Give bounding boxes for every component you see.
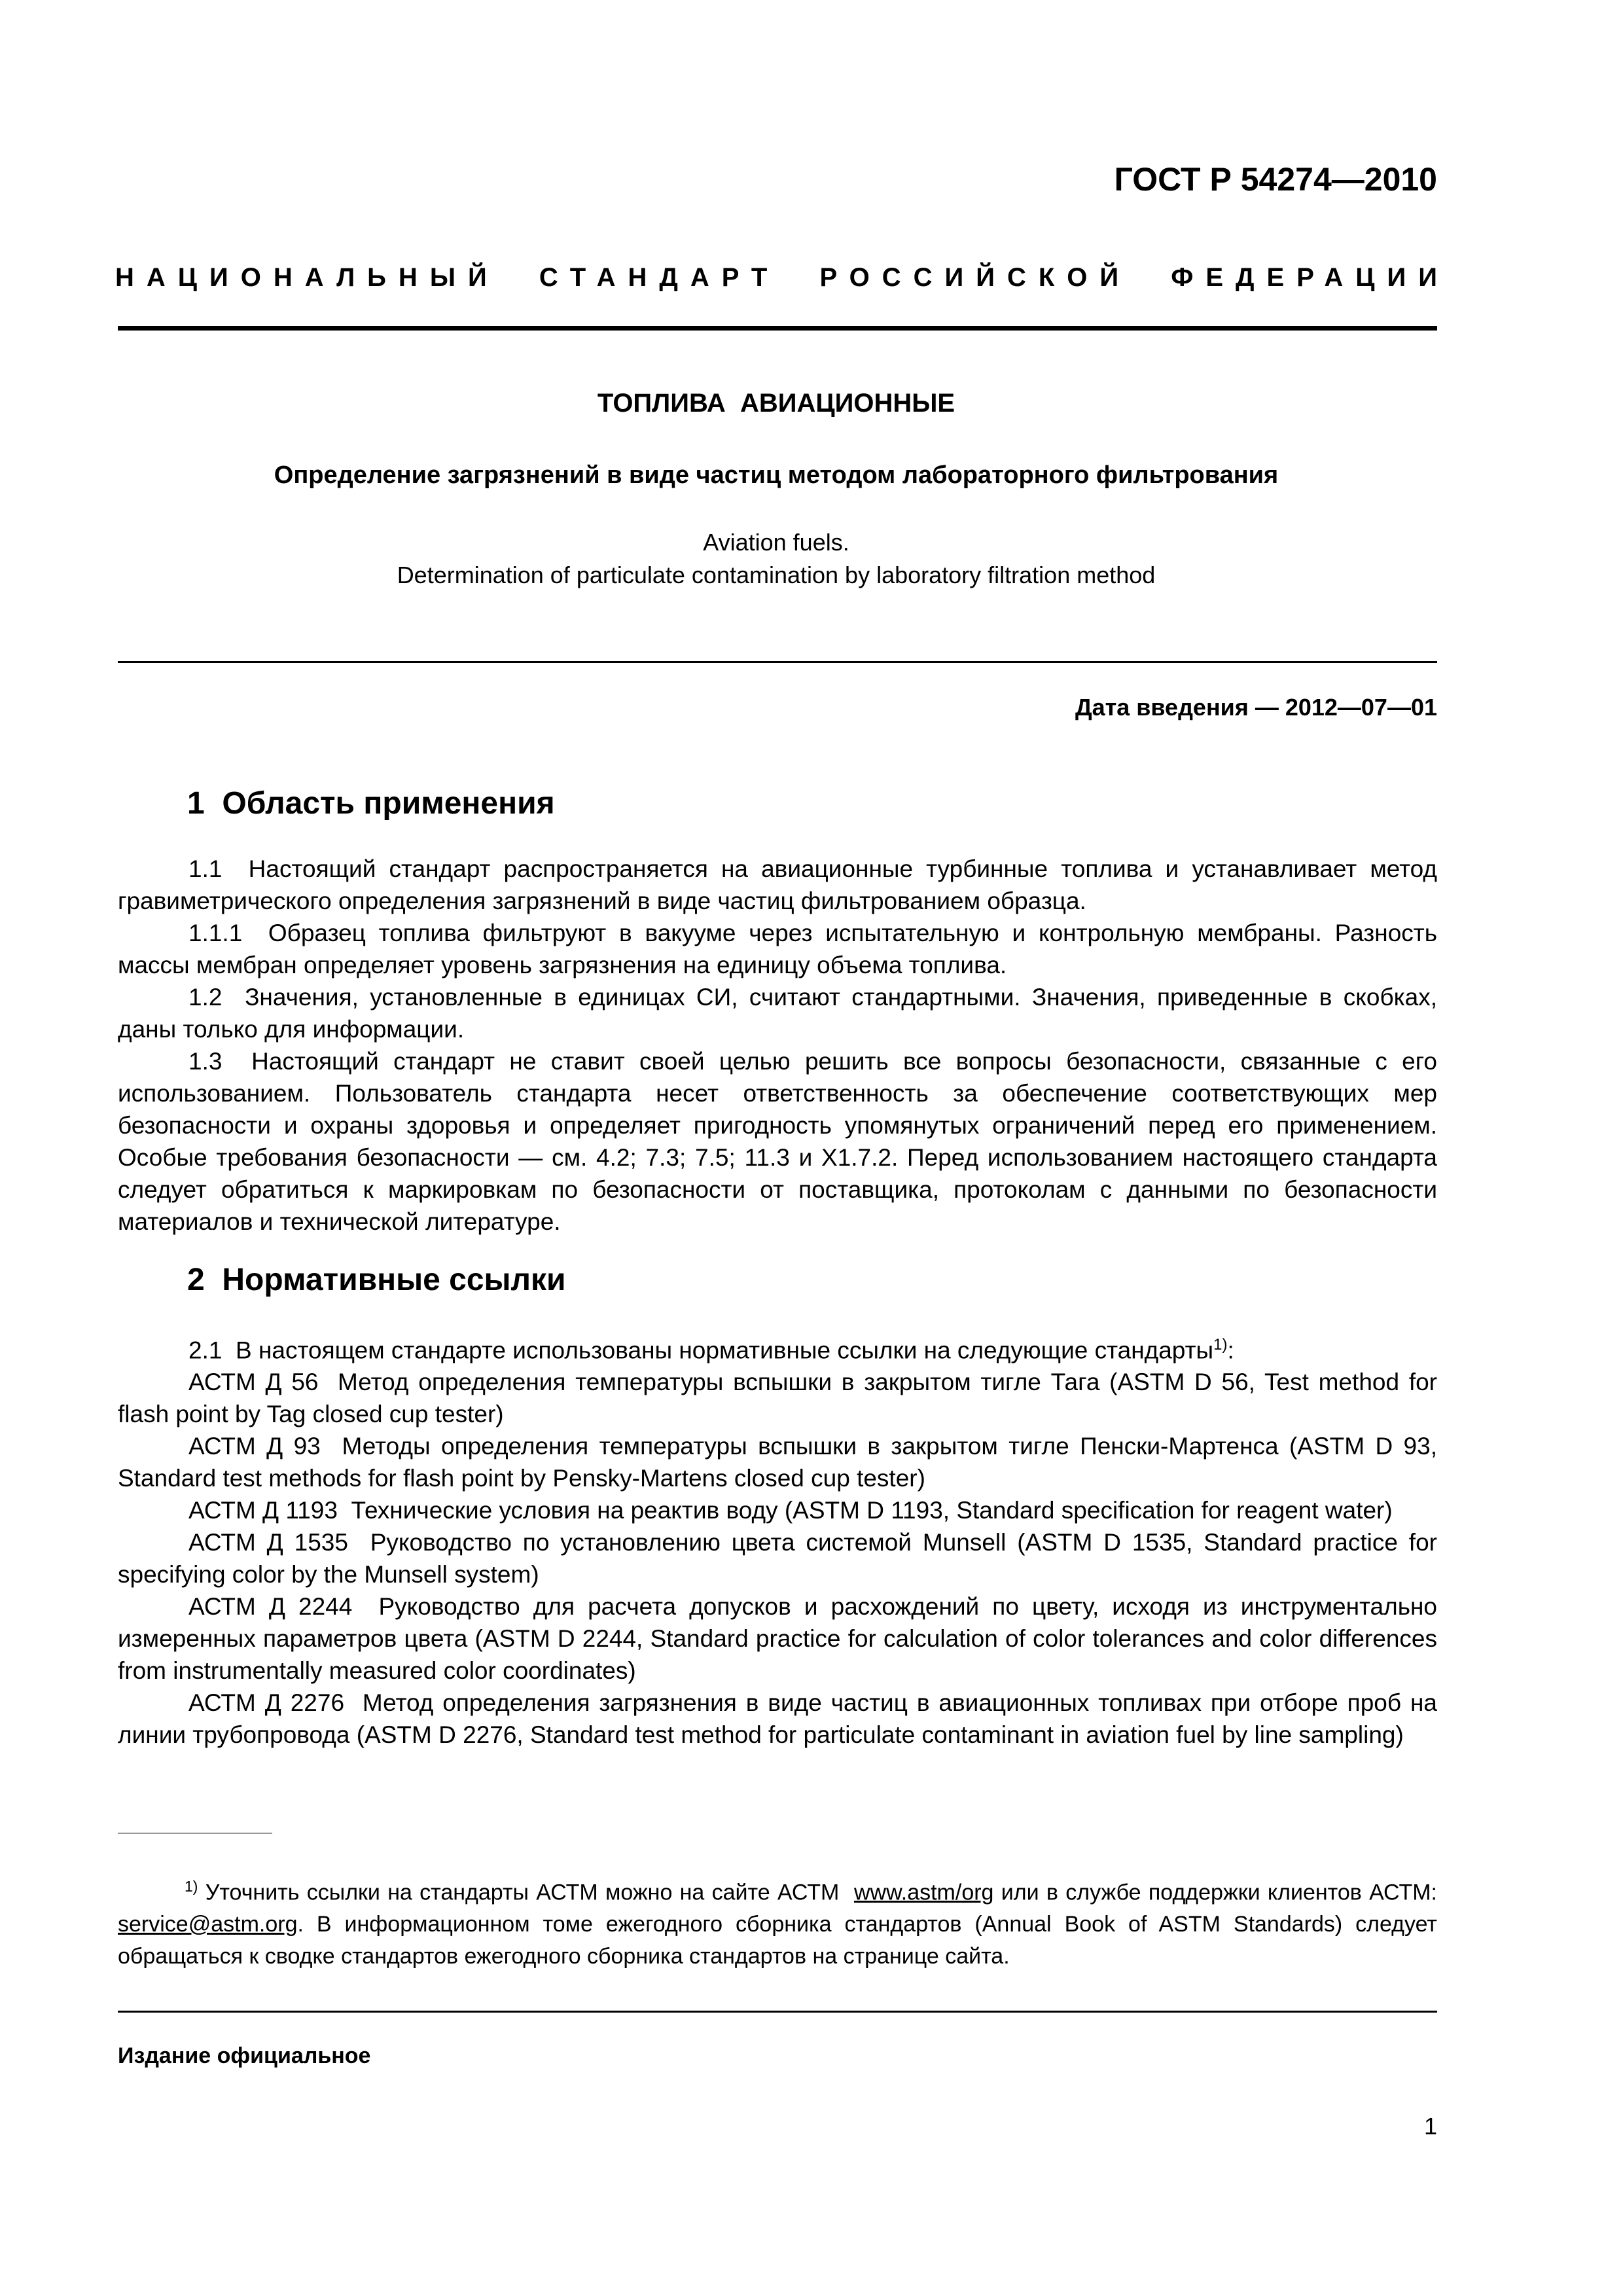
astm-email-link[interactable]: service@astm.org — [118, 1912, 298, 1937]
effective-date: Дата введения — 2012—07—01 — [1075, 694, 1437, 721]
footnote-divider — [118, 1833, 272, 1834]
page-number: 1 — [1423, 2113, 1437, 2140]
document-subtitle: Определение загрязнений в виде частиц методом лабораторного фильтрования — [274, 461, 1279, 489]
paragraph: 1.2 Значения, установленные в единицах СИ, считают стандартными. Значения, приведенные в скобках, даны только для информации. — [118, 984, 1444, 1043]
english-title-line2: Determination of particulate contamination by laboratory filtration method — [397, 562, 1156, 588]
section-2-heading: 2 Нормативные ссылки — [187, 1263, 566, 1297]
section-2-body — [118, 1329, 1444, 1751]
header-divider — [118, 326, 1437, 331]
document-title: ТОПЛИВА АВИАЦИОННЫЕ — [597, 389, 955, 418]
english-title-line1: Aviation fuels. — [703, 529, 849, 556]
reference-item: АСТМ Д 1535 Руководство по установлению цвета системой Munsell (ASTM D 1535, Standard practice for specifying color by the Munsell system) — [118, 1529, 1444, 1588]
org-word-1: НАЦИОНАЛЬНЫЙ — [115, 263, 499, 292]
section-1-heading: 1 Область применения — [187, 786, 555, 821]
org-word-3: РОССИЙСКОЙ — [819, 263, 1132, 292]
footnote: $^{1)}$ Уточнить ссылки на стандарты АСТМ можно на сайте АСТМ www.astm/org или в службе поддержки клиентов АСТМ: service@astm.org. В информационном томе ежегодного сборника стандартов (Annual Book of ASTM Standards) следует обращаться к сводке стандартов ежегодного сборника стандартов на странице сайта. — [118, 1878, 1444, 1969]
section-1-body — [118, 853, 1444, 1238]
paragraph: 1.1 Настоящий стандарт распространяется на авиационные турбинные топлива и устанавливает метод гравиметрического определения загрязнений в виде частиц фильтрованием образца. — [118, 855, 1444, 914]
paragraph: 1.3 Настоящий стандарт не ставит своей целью решить все вопросы безопасности, связанные с его использованием. Пользователь стандарта несет ответственность за обеспечение соответствующих мер безопасности и охраны здоровья и определяет пригодность упомянутых ограничений перед его применением. Особые требования безопасности — см. 4.2; 7.3; 7.5; 11.3 и X1.7.2. Перед использованием настоящего стандарта следует обратиться к маркировкам по безопасности от поставщика, протоколам с данными по безопасности материалов и технической литературе. — [118, 1048, 1444, 1235]
organization-header — [115, 263, 1450, 293]
reference-item: АСТМ Д 1193 Технические условия на реактив воду (ASTM D 1193, Standard specification for reagent water) — [188, 1497, 1393, 1524]
org-word-4: ФЕДЕРАЦИИ — [1171, 263, 1450, 292]
footnote-mark: 1) — [185, 1878, 198, 1895]
reference-item: АСТМ Д 2276 Метод определения загрязнения в виде частиц в авиационных топливах при отборе проб на линии трубопровода (ASTM D 2276, Standard test method for particulate contaminant in aviation fuel by line sampling) — [118, 1689, 1444, 1749]
standard-code: ГОСТ Р 54274—2010 — [1114, 161, 1437, 198]
reference-item: АСТМ Д 2244 Руководство для расчета допусков и расхождений по цвету, исходя из инструментально измеренных параметров цвета (ASTM D 2244, Standard practice for calculation of color tolerances and color differences from instrumentally measured color coordinates) — [118, 1593, 1444, 1685]
paragraph: 2.1 В настоящем стандарте использованы нормативные ссылки на следующие стандарты$^{1)}$: — [188, 1336, 1234, 1364]
reference-item: АСТМ Д 93 Методы определения температуры вспышки в закрытом тигле Пенски-Мартенса (ASTM D 93, Standard test methods for flash point by Pensky-Martens closed cup tester) — [118, 1433, 1444, 1492]
edition-label: Издание официальное — [118, 2043, 371, 2068]
title-divider — [118, 661, 1437, 663]
reference-item: АСТМ Д 56 Метод определения температуры вспышки в закрытом тигле Тага (ASTM D 56, Test method for flash point by Tag closed cup tester) — [118, 1369, 1444, 1428]
footnote-reference[interactable]: 1) — [1213, 1336, 1228, 1354]
footer-divider — [118, 2011, 1437, 2013]
org-word-2: СТАНДАРТ — [539, 263, 780, 292]
astm-website-link[interactable]: www.astm/org — [853, 1880, 994, 1905]
paragraph: 1.1.1 Образец топлива фильтруют в вакууме через испытательную и контрольную мембраны. Разность массы мембран определяет уровень загрязнения на единицу объема топлива. — [118, 920, 1444, 978]
